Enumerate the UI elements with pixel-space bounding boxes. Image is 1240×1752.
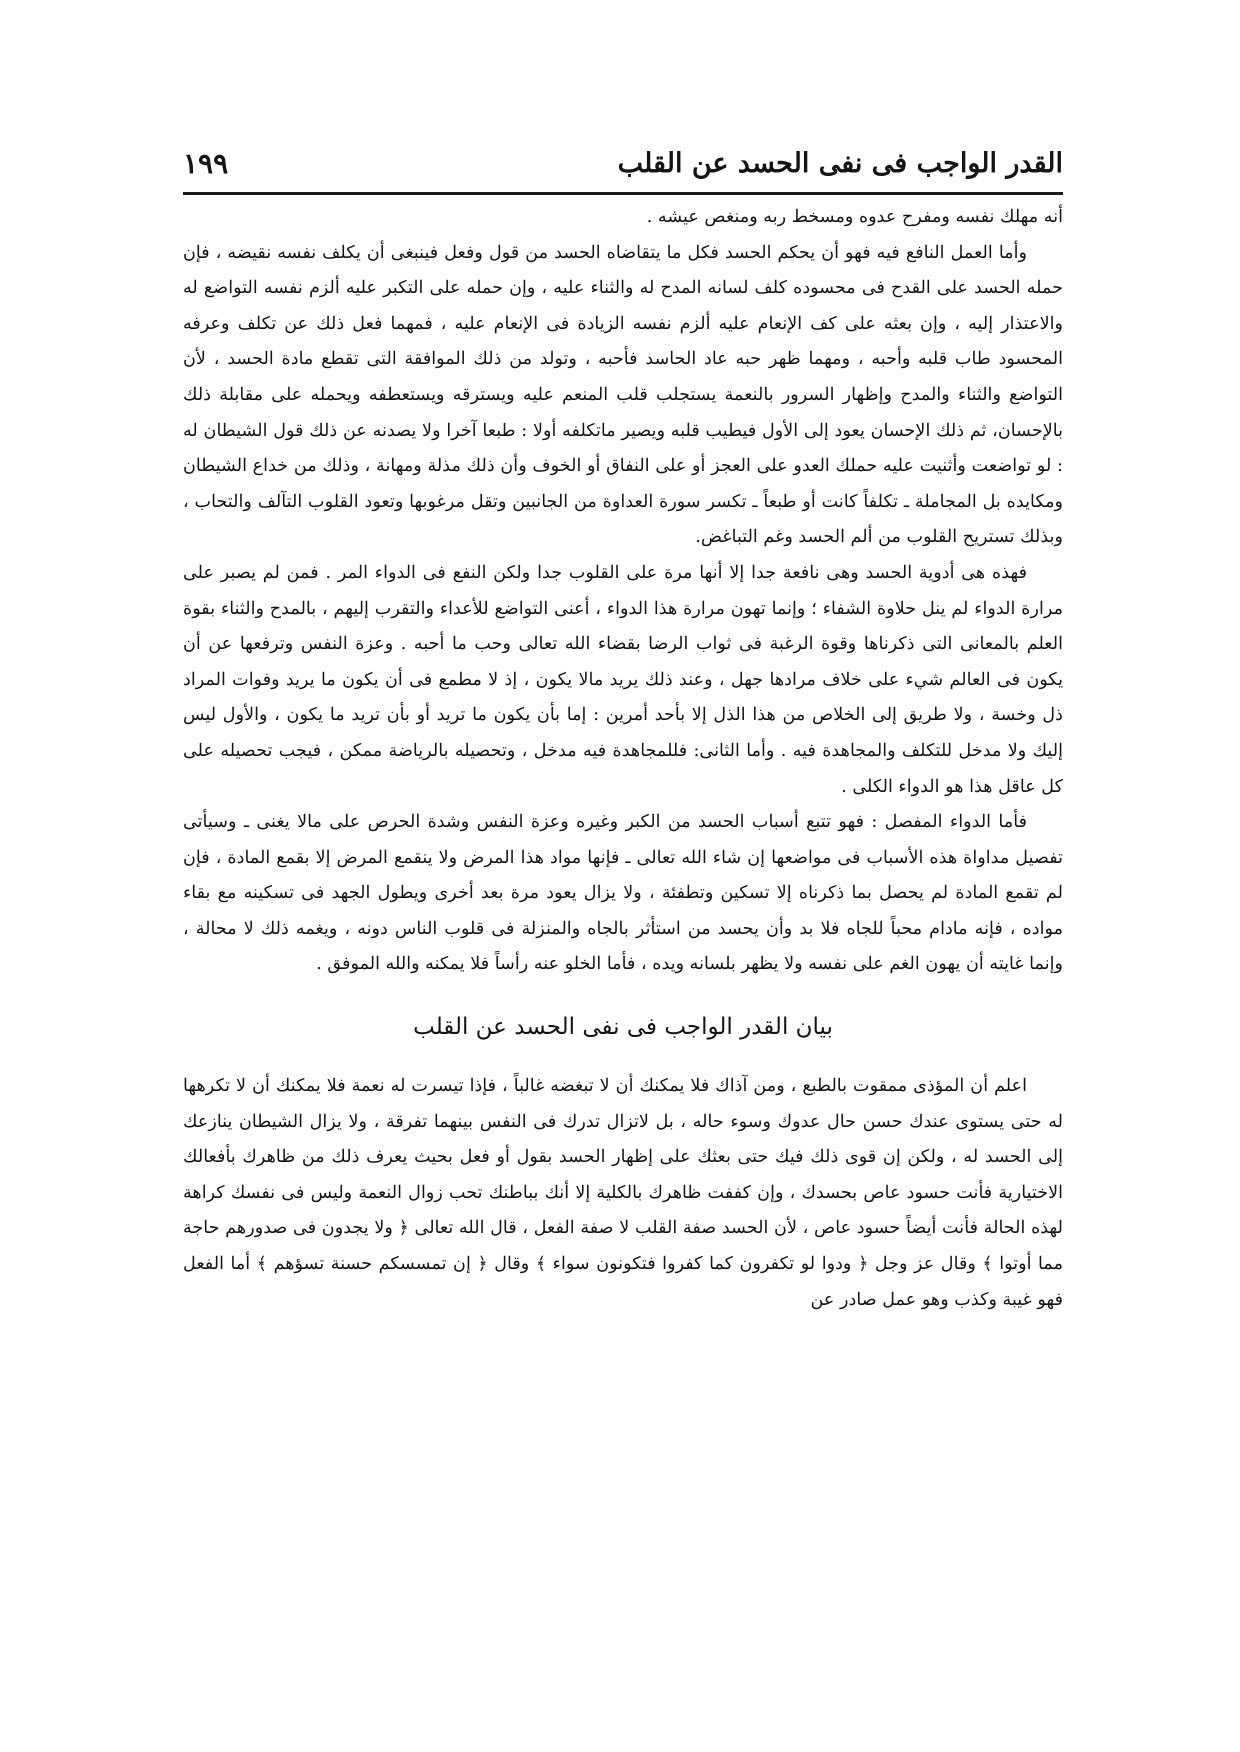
running-title: القدر الواجب فى نفى الحسد عن القلب <box>617 147 1063 179</box>
paragraph-remedy-detailed: فأما الدواء المفصل : فهو تتبع أسباب الحسد من الكبر وغيره وعزة النفس وشدة الحرص على مالا يغنى ـ وسيأتى تفصيل مداواة هذه الأسباب فى مواضعها إن شاء الله تعالى ـ فإنها مواد هذا المرض ولا ينقمع المرض إلا بقمع المادة ، فإن لم تقمع المادة لم يحصل بما ذكرناه إلا تسكين وتطفئة ، ولا يزال يعود مرة بعد أخرى ويطول الجهد فى تسكينه مع بقاء مواده ، فإنه مادام محباً للجاه فلا بد وأن يحسد من استأثر بالجاه والمنزلة فى قلوب الناس دونه ، ويغمه ذلك لا محالة ، وإنما غايته أن يهون الغم على نفسه ولا يظهر بلسانه ويده ، فأما الخلو عنه رأساً فلا يمكنه والله الموفق . <box>183 812 1063 975</box>
section-title: بيان القدر الواجب فى نفى الحسد عن القلب <box>413 1014 833 1041</box>
paragraph-continuation: أنه مهلك نفسه ومفرح عدوه ومسخط ربه ومنغص عيشه . <box>646 207 1063 227</box>
paragraph-remedy-practical: وأما العمل النافع فيه فهو أن يحكم الحسد فكل ما يتقاضاه الحسد من قول وفعل فينبغى أن يكلف نفسه نقيضه ، فإن حمله الحسد على القدح فى محسوده كلف لسانه المدح له والثناء عليه ، وإن حمله على التكبر عليه ألزم نفسه التواضع له والاعتذار إليه ، وإن بعثه على كف الإنعام عليه ألزم نفسه الزيادة فى الإنعام عليه ، فمهما فعل ذلك عن تكلف وعرفه المحسود طاب قلبه وأحبه ، ومهما ظهر حبه عاد الحاسد فأحبه ، وتولد من ذلك الموافقة التى تقطع مادة الحسد ، لأن التواضع والثناء والمدح وإظهار السرور بالنعمة يستجلب قلب المنعم عليه ويسترقه ويستعطفه ويحمله على مقابلة ذلك بالإحسان، ثم ذلك الإحسان يعود إلى الأول فيطيب قلبه ويصير ماتكلفه أولا : طبعا آخرا ولا يصدنه عن ذلك قول الشيطان له : لو تواضعت وأثنيت عليه حملك العدو على العجز أو على النفاق أو الخوف وأن ذلك مذلة ومهانة ، وذلك من خداع الشيطان ومكايده بل المجاملة ـ تكلفاً كانت أو طبعاً ـ تكسر سورة العداوة من الجانبين وتقل مرغوبها وتعود القلوب التآلف والتحاب ، وبذلك تستريح القلوب من ألم الحسد وغم التباغض. <box>183 242 1063 548</box>
page-number: ١٩٩ <box>183 146 229 180</box>
section-paragraph: اعلم أن المؤذى ممقوت بالطبع ، ومن آذاك فلا يمكنك أن لا تبغضه غالباً ، فإذا تيسرت له نعمة فلا يمكنك أن لا تكرهها له حتى يستوى عندك حسن حال عدوك وسوء حاله ، بل لاتزال تدرك فى النفس بينهما تفرقة ، ولا يزال الشيطان ينازعك إلى الحسد له ، ولكن إن قوى ذلك فيك حتى بعثك على إظهار الحسد بقول أو فعل بحيث يعرف ذلك من ظاهرك بأفعالك الاختيارية فأنت حسود عاص بحسدك ، وإن كففت ظاهرك بالكلية إلا أنك بباطنك تحب زوال النعمة وليس فى نفسك كراهة لهذه الحالة فأنت أيضاً حسود عاص ، لأن الحسد صفة القلب لا صفة الفعل ، قال الله تعالى ﴿ ولا يجدون فى صدورهم حاجة مما أوتوا ﴾ وقال عز وجل ﴿ ودوا لو تكفرون كما كفروا فتكونون سواء ﴾ وقال ﴿ إن تمسسكم حسنة تسؤهم ﴾ أما الفعل فهو غيبة وكذب وهو عمل صادر عن <box>183 1076 1063 1310</box>
paragraph-remedy-bitter: فهذه هى أدوية الحسد وهى نافعة جدا إلا أنها مرة على القلوب جدا ولكن النفع فى الدواء المر . فمن لم يصبر على مرارة الدواء لم ينل حلاوة الشفاء ؛ وإنما تهون مرارة هذا الدواء ، أعنى التواضع للأعداء والتقرب إليهم ، بالمدح والثناء بقوة العلم بالمعانى التى ذكرناها وقوة الرغبة فى ثواب الرضا بقضاء الله تعالى وحب ما أحبه . وعزة النفس وترفعها عن أن يكون فى العالم شيء على خلاف مرادها جهل ، وعند ذلك يريد مالا يكون ، إذ لا مطمع فى أن يكون ما يريد وفوات المراد ذل وخسة ، ولا طريق إلى الخلاص من هذا الذل إلا بأحد أمرين : إما بأن يكون ما تريد أو بأن تريد ما يكون ، والأول ليس إليك ولا مدخل للتكلف والمجاهدة فيه . وأما الثانى: فللمجاهدة فيه مدخل ، وتحصيله بالرياضة ممكن ، فيجب تحصيله على كل عاقل هذا هو الدواء الكلى . <box>183 562 1063 797</box>
body-text <box>183 200 1063 1318</box>
page-header <box>183 138 1063 188</box>
header-rule <box>183 192 1063 195</box>
